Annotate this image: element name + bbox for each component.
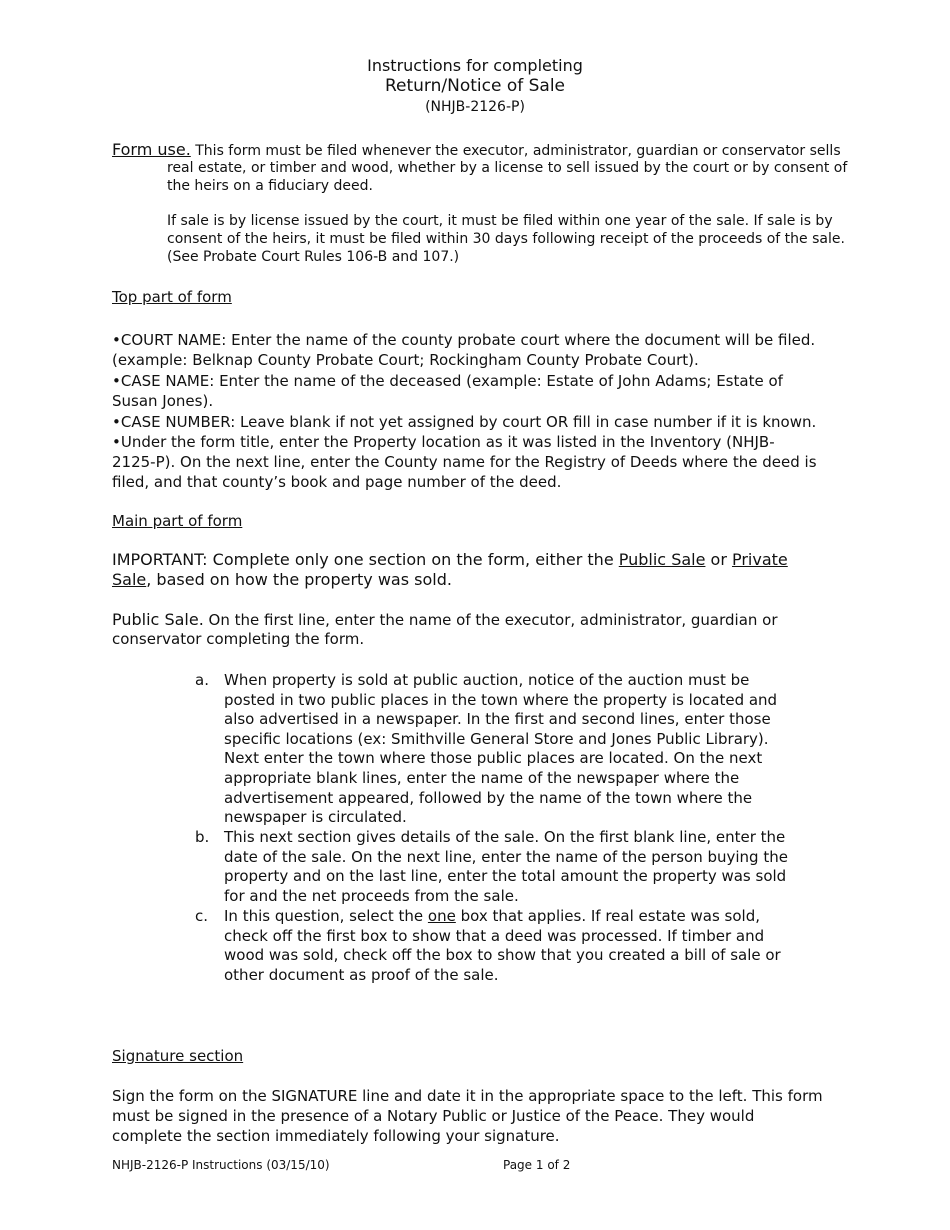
list-c-line: check off the first box to show that a deed was processed. If timber and xyxy=(224,926,765,945)
list-a-line: posted in two public places in the town where the property is located and xyxy=(224,690,778,709)
list-a-line: specific locations (ex: Smithville General Store and Jones Public Library). xyxy=(224,729,769,748)
footer-form-id: NHJB-2126-P Instructions (03/15/10) xyxy=(112,1158,330,1172)
footer-page-number: Page 1 of 2 xyxy=(503,1158,571,1172)
form-use-line-2: real estate, or timber and wood, whether by a license to sell issued by the court or by consent of xyxy=(167,160,848,176)
list-c-line: wood was sold, check off the box to show that you created a bill of sale or xyxy=(224,946,781,965)
public-sale-text-1: On the first line, enter the name of the executor, administrator, guardian or xyxy=(203,611,778,629)
list-marker-a: a. xyxy=(195,671,209,689)
list-c-suffix: box that applies. If real estate was sold, xyxy=(455,907,761,925)
top-part-heading: Top part of form xyxy=(112,288,232,306)
list-a-line: newspaper is circulated. xyxy=(224,808,407,827)
list-b-line: for and the net proceeds from the sale. xyxy=(224,886,519,905)
list-marker-c: c. xyxy=(195,907,209,925)
public-sale-underlined: Public Sale xyxy=(618,550,706,569)
list-c-line: other document as proof of the sale. xyxy=(224,965,499,984)
list-a-line: When property is sold at public auction, notice of the auction must be xyxy=(224,671,750,689)
signature-line-2: must be signed in the presence of a Notary Public or Justice of the Peace. They would xyxy=(112,1107,755,1125)
form-use-line-1 xyxy=(112,140,872,160)
important-prefix: IMPORTANT: Complete only one section on the form, either the xyxy=(112,550,619,569)
top-part-line-5: •CASE NUMBER: Leave blank if not yet assigned by court OR fill in case number if it is known. xyxy=(112,413,817,431)
private-underlined: Private xyxy=(731,550,788,569)
list-a-line: Next enter the town where those public places are located. On the next xyxy=(224,749,763,768)
important-line-2 xyxy=(112,570,872,590)
form-use-text-1: This form must be filed whenever the executor, administrator, guardian or conservator sells xyxy=(195,143,841,159)
public-sale-label: Public Sale. xyxy=(112,610,204,629)
title-form-number: (NHJB-2126-P) xyxy=(425,99,525,115)
public-sale-line-1 xyxy=(112,610,872,631)
signature-line-3: complete the section immediately following your signature. xyxy=(112,1127,560,1145)
important-or: or xyxy=(705,550,732,569)
top-part-line-4: Susan Jones). xyxy=(112,392,214,410)
form-use-line-3: the heirs on a fiduciary deed. xyxy=(167,178,373,194)
top-part-line-8: filed, and that county’s book and page number of the deed. xyxy=(112,473,562,491)
sale-underlined: Sale xyxy=(112,570,147,589)
list-c-prefix: In this question, select the xyxy=(224,907,428,925)
list-a-line: advertisement appeared, followed by the name of the town where the xyxy=(224,788,753,807)
document-title xyxy=(0,55,950,118)
form-use-para2-line-1: If sale is by license issued by the court, it must be filed within one year of the sale. If sale is by xyxy=(167,213,833,229)
list-body-b xyxy=(224,828,789,906)
form-use-heading: Form use. xyxy=(112,140,191,159)
title-line-1: Instructions for completing xyxy=(367,56,583,75)
top-part-line-1: •COURT NAME: Enter the name of the county probate court where the document will be filed. xyxy=(112,331,816,349)
top-part-line-3: •CASE NAME: Enter the name of the deceased (example: Estate of John Adams; Estate of xyxy=(112,372,783,390)
form-use-para2-line-2: consent of the heirs, it must be filed within 30 days following receipt of the proceeds of the sale. xyxy=(167,231,845,247)
top-part-line-6: •Under the form title, enter the Property location as it was listed in the Inventory (NHJB- xyxy=(112,433,775,451)
list-b-line: property and on the last line, enter the total amount the property was sold xyxy=(224,867,787,886)
signature-line-1: Sign the form on the SIGNATURE line and date it in the appropriate space to the left. This form xyxy=(112,1087,823,1105)
list-a-line: appropriate blank lines, enter the name of the newspaper where the xyxy=(224,768,740,787)
list-body-a xyxy=(224,671,789,828)
top-part-line-7: 2125-P). On the next line, enter the County name for the Registry of Deeds where the deed is xyxy=(112,453,817,471)
list-c-line-1 xyxy=(224,907,789,927)
list-a-line: also advertised in a newspaper. In the first and second lines, enter those xyxy=(224,710,771,729)
main-part-heading: Main part of form xyxy=(112,512,243,530)
public-sale-line-2: conservator completing the form. xyxy=(112,630,365,648)
important-line-1 xyxy=(112,550,872,570)
signature-heading: Signature section xyxy=(112,1047,244,1065)
top-part-line-2: (example: Belknap County Probate Court; Rockingham County Probate Court). xyxy=(112,351,699,369)
form-use-para2-line-3: (See Probate Court Rules 106-B and 107.) xyxy=(167,249,460,265)
list-b-line: This next section gives details of the sale. On the first blank line, enter the xyxy=(224,828,786,846)
title-line-2: Return/Notice of Sale xyxy=(384,76,566,96)
list-b-line: date of the sale. On the next line, enter the name of the person buying the xyxy=(224,847,788,866)
important-suffix: , based on how the property was sold. xyxy=(146,570,452,589)
list-marker-b: b. xyxy=(195,828,210,846)
list-c-one: one xyxy=(427,907,456,925)
list-body-c xyxy=(224,907,789,985)
